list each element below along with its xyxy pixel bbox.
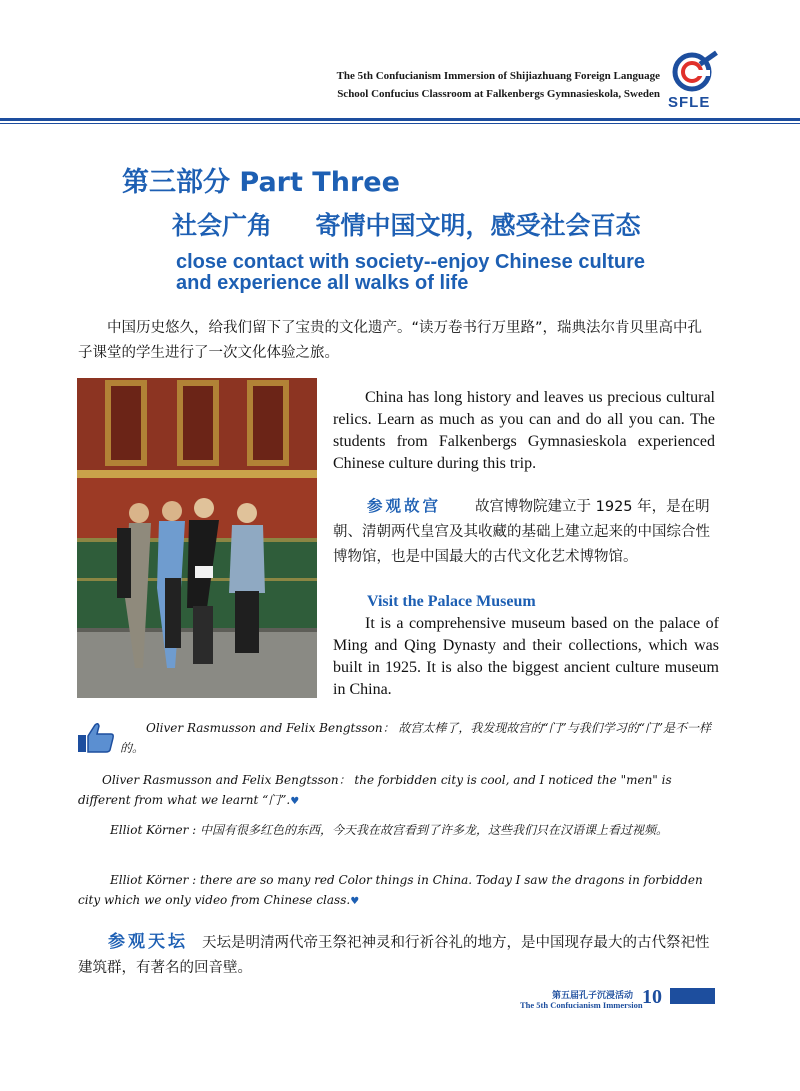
section-title: 第三部分 Part Three bbox=[122, 167, 400, 198]
palace-title-english: Visit the Palace Museum bbox=[367, 593, 536, 610]
footer-color-block bbox=[670, 988, 715, 1004]
heart-icon: ♥ bbox=[350, 896, 360, 907]
palace-chinese-block bbox=[333, 494, 719, 570]
heart-icon: ♥ bbox=[290, 796, 300, 807]
temple-label-chinese: 参观天坛 bbox=[108, 932, 188, 952]
students-palace-photo bbox=[77, 378, 317, 698]
intro-chinese: 中国历史悠久，给我们留下了宝贵的文化遗产。“读万卷书行万里路”，瑞典法尔肯贝里高中孔子课堂的学生进行了一次文化体验之旅。 bbox=[78, 320, 703, 361]
palace-text-english: It is a comprehensive museum based on the palace of Ming and Qing Dynasty and their collections, which was built in 1925. It is also the biggest ancient culture museum in China. bbox=[333, 615, 719, 698]
thumbs-up-icon bbox=[77, 722, 115, 754]
header-rule-thick bbox=[0, 118, 800, 121]
quote-3 bbox=[78, 820, 718, 840]
quote-1-name: Oliver Rasmusson and Felix Bengtsson： bbox=[146, 721, 395, 735]
subtitle-english bbox=[176, 252, 736, 294]
footer-chinese: 第五届孔子沉浸活动 bbox=[552, 991, 634, 1001]
quote-4 bbox=[78, 870, 718, 912]
quote-2 bbox=[78, 770, 718, 812]
page-number: 10 bbox=[642, 986, 662, 1008]
quote-3-name: Elliot Körner : bbox=[110, 823, 197, 837]
subtitle-chinese: 社会广角 寄情中国文明，感受社会百态 bbox=[172, 211, 641, 240]
quote-3-text: 中国有很多红色的东西，今天我在故宫看到了许多龙，这些我们只在汉语课上看过视频。 bbox=[200, 823, 669, 837]
footer-english: The 5th Confucianism Immersion bbox=[520, 1000, 643, 1010]
quote-1 bbox=[120, 718, 720, 758]
quote-1-text: 故宫太棒了，我发现故宫的“门”与我们学习的“门”是不一样的。 bbox=[120, 721, 711, 755]
palace-label-chinese: 参观故宫 bbox=[367, 497, 442, 515]
header-rule-thin bbox=[0, 123, 800, 124]
temple-text-chinese: 天坛是明清两代帝王祭祀神灵和行祈谷礼的地方，是中国现存最大的古代祭祀性建筑群，有著名的回音壁。 bbox=[78, 935, 710, 976]
header-line-1: The 5th Confucianism Immersion of Shijiazhuang Foreign Language bbox=[336, 70, 660, 82]
intro-english: China has long history and leaves us precious cultural relics. Learn as much as you can and do all you can. The students from Falkenbergs Gymnasieskola experienced Chinese culture during this trip. bbox=[333, 389, 715, 472]
header-line-2: School Confucius Classroom at Falkenbergs Gymnasieskola, Sweden bbox=[337, 88, 660, 100]
quote-2-name: Oliver Rasmusson and Felix Bengtsson： bbox=[102, 773, 351, 787]
subtitle-english-line-1: close contact with society--enjoy Chinese culture bbox=[176, 251, 646, 273]
logo-text: SFLE bbox=[668, 94, 711, 111]
temple-chinese-block bbox=[78, 930, 718, 981]
subtitle-english-line-2: and experience all walks of life bbox=[176, 272, 469, 294]
quote-4-name: Elliot Körner : bbox=[110, 873, 197, 887]
quote-2-text: the forbidden city is cool, and I noticed the "men" is different from what we learnt “门”. bbox=[78, 773, 672, 807]
quote-4-text: there are so many red Color things in China. Today I saw the dragons in forbidden city which we only video from Chinese class. bbox=[78, 873, 703, 907]
palace-text-chinese: 故宫博物院建立于 1925 年，是在明朝、清朝两代皇宫及其收藏的基础上建立起来的中国综合性博物馆，也是中国最大的古代文化艺术博物馆。 bbox=[333, 499, 710, 565]
